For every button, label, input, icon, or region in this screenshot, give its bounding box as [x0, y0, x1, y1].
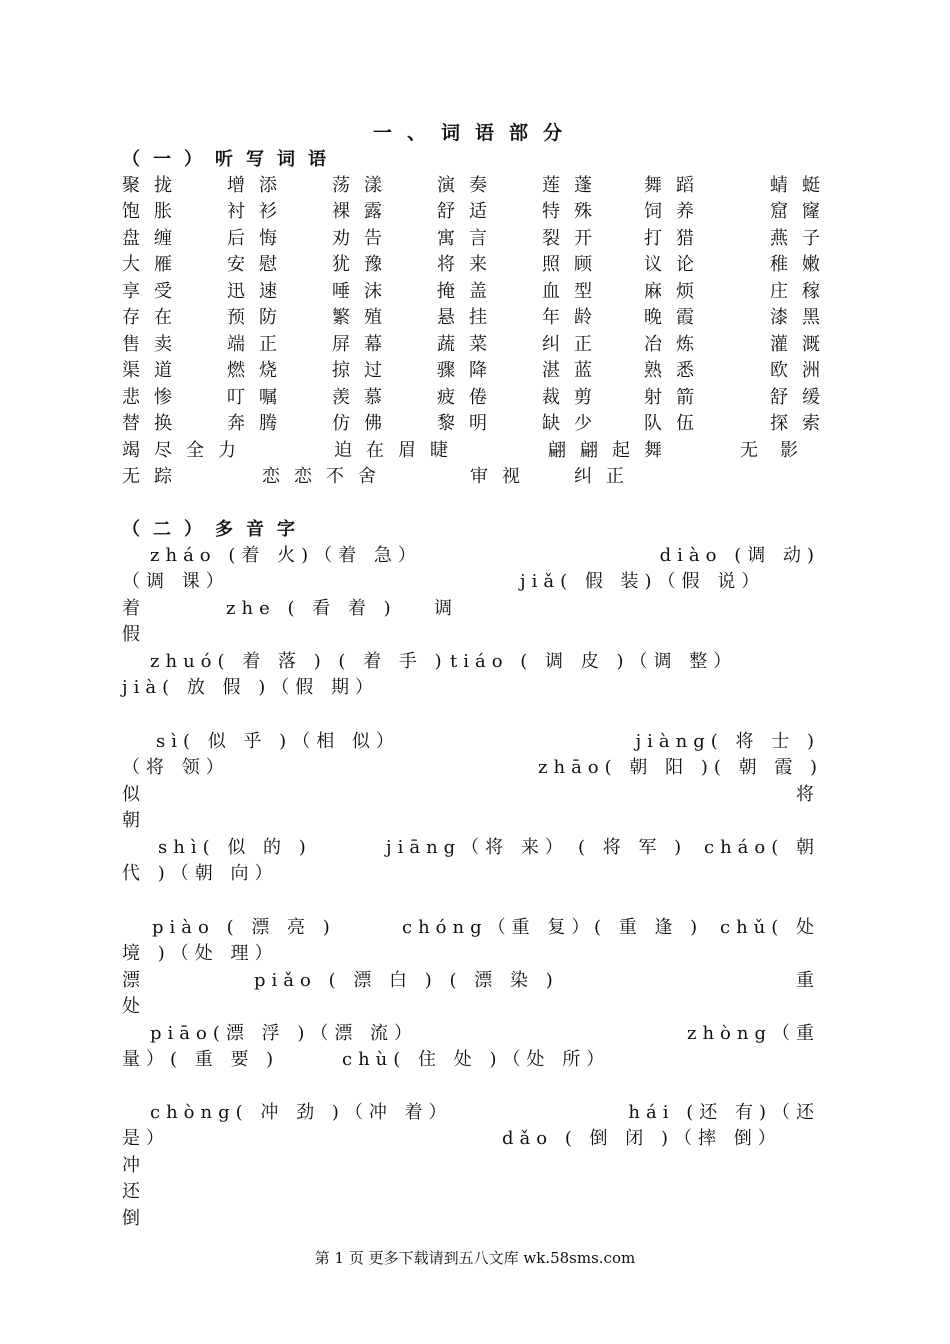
dictation-word: 预防	[227, 307, 291, 328]
section-heading-polyphones: （二）多音字	[122, 519, 308, 540]
polyphone-line	[122, 753, 824, 779]
dictation-word: 替换	[122, 413, 186, 434]
polyphone-entry: piǎo ( 漂 白 ) ( 漂 染 )	[254, 970, 559, 991]
polyphone-line	[122, 673, 820, 699]
dictation-word: 燃烧	[227, 360, 291, 381]
polyphone-entry: zhòng（重	[686, 1023, 820, 1044]
dictation-word: 后悔	[227, 228, 291, 249]
polyphone-entry: 冲	[122, 1155, 146, 1176]
word-row	[122, 383, 834, 409]
dictation-word: 唾沫	[332, 281, 396, 302]
dictation-word: 叮嘱	[227, 387, 291, 408]
polyphone-entry: 漂	[122, 970, 146, 991]
dictation-word: 麻烦	[644, 281, 708, 302]
dictation-word: 饱胀	[122, 201, 186, 222]
dictation-word: 欧洲	[770, 360, 834, 381]
dictation-word: 大雁	[122, 254, 186, 275]
polyphone-entry: hái (还 有)（还	[628, 1102, 820, 1123]
polyphone-entry: jiǎ( 假 装)（假 说）	[520, 571, 766, 592]
dictation-word: 蔬菜	[437, 334, 501, 355]
polyphone-entry: jiàng( 将 士 )	[635, 731, 820, 752]
word-row	[122, 409, 834, 435]
polyphone-entry: 重	[796, 970, 820, 991]
dictation-word: 莲蓬	[542, 175, 606, 196]
dictation-word: 寓言	[437, 228, 501, 249]
polyphone-entry: cháo( 朝	[704, 837, 820, 858]
polyphone-entry: chǔ( 处	[719, 917, 820, 938]
polyphone-entry: 着	[122, 598, 146, 619]
dictation-word: 审视	[470, 466, 534, 487]
word-row	[122, 462, 820, 488]
polyphone-entry: 朝	[122, 810, 146, 831]
polyphone-line	[122, 1019, 820, 1045]
polyphone-line	[122, 833, 820, 859]
polyphone-line	[122, 620, 820, 646]
dictation-word: 掠过	[332, 360, 396, 381]
dictation-word: 打猎	[644, 228, 708, 249]
dictation-word: 演奏	[437, 175, 501, 196]
polyphone-entry: jià( 放 假 )（假 期）	[122, 677, 380, 698]
polyphone-entry: dǎo ( 倒 闭 )（摔 倒）	[502, 1128, 782, 1149]
dictation-word: 荡漾	[332, 175, 396, 196]
polyphone-entry: diào (调 动)	[659, 545, 820, 566]
polyphone-entry: chù( 住 处 )（处 所）	[342, 1049, 611, 1070]
polyphone-line	[122, 647, 820, 673]
polyphone-line	[122, 1045, 820, 1071]
dictation-word: 裁剪	[542, 387, 606, 408]
dictation-word: 照顾	[542, 254, 606, 275]
dictation-word: 舒缓	[770, 387, 834, 408]
word-row	[122, 330, 834, 356]
dictation-word: 迅速	[227, 281, 291, 302]
polyphone-line	[122, 727, 820, 753]
dictation-word: 裂开	[542, 228, 606, 249]
polyphone-line	[122, 1204, 820, 1230]
polyphone-entry: （调 课）	[122, 571, 230, 592]
polyphone-line	[122, 1151, 820, 1177]
dictation-word: 窟窿	[770, 201, 834, 222]
dictation-word: 奔腾	[227, 413, 291, 434]
polyphone-entry: zháo (着 火)（着 急）	[150, 545, 422, 566]
polyphone-entry: 代 )（朝 向）	[122, 863, 279, 884]
dictation-word: 端正	[227, 334, 291, 355]
polyphone-entry: 假	[122, 624, 146, 645]
dictation-word: 衬衫	[227, 201, 291, 222]
word-row	[122, 197, 834, 223]
dictation-word: 悬挂	[437, 307, 501, 328]
dictation-word: 渠道	[122, 360, 186, 381]
dictation-word: 燕子	[770, 228, 834, 249]
dictation-word: 射箭	[644, 387, 708, 408]
polyphone-entry: shì( 似 的 )	[158, 837, 312, 858]
page-title: 一、词语部分	[372, 122, 577, 144]
polyphone-entry: chóng（重 复）	[402, 917, 596, 938]
polyphone-entry: 调	[434, 598, 458, 619]
dictation-word: 冶炼	[644, 334, 708, 355]
polyphone-entry: （将 领）	[122, 757, 230, 778]
dictation-word: 缺少	[542, 413, 606, 434]
dictation-word: 裸露	[332, 201, 396, 222]
dictation-word: 将来	[437, 254, 501, 275]
word-row	[122, 171, 834, 197]
dictation-word: 竭尽全力	[122, 440, 250, 461]
dictation-word: 漆黑	[770, 307, 834, 328]
dictation-word: 熟悉	[644, 360, 708, 381]
dictation-word: 骤降	[437, 360, 501, 381]
dictation-word: 增添	[227, 175, 291, 196]
polyphone-entry: piào ( 漂 亮 )	[152, 917, 336, 938]
polyphone-entry: chòng( 冲 劲 )（冲 着）	[150, 1102, 453, 1123]
page-footer: 第 1 页 更多下载请到五八文库 wk.58sms.com	[314, 1249, 636, 1267]
dictation-word: 舞蹈	[644, 175, 708, 196]
polyphone-entry: zhāo( 朝 阳 )( 朝 霞 )	[538, 757, 824, 778]
polyphone-entry: zhe ( 看 着 )	[226, 598, 397, 619]
polyphone-line	[122, 806, 820, 832]
polyphone-entry: ( 将 军 )	[578, 837, 688, 858]
dictation-word: 享受	[122, 281, 186, 302]
polyphone-line	[122, 594, 820, 620]
polyphone-line	[122, 1177, 820, 1203]
dictation-word: 庄稼	[770, 281, 834, 302]
dictation-word: 队伍	[644, 413, 708, 434]
dictation-word: 纠正	[542, 334, 606, 355]
dictation-word: 犹豫	[332, 254, 396, 275]
dictation-word: 饲养	[644, 201, 708, 222]
dictation-word: 屏幕	[332, 334, 396, 355]
polyphone-entry: sì( 似 乎 )（相 似）	[156, 731, 400, 752]
dictation-word: 黎明	[437, 413, 501, 434]
dictation-word: 羡慕	[332, 387, 396, 408]
dictation-word: 灌溉	[770, 334, 834, 355]
dictation-word: 掩盖	[437, 281, 501, 302]
polyphone-line	[122, 567, 820, 593]
polyphone-line	[122, 1124, 820, 1150]
word-row	[122, 303, 834, 329]
dictation-word: 聚拢	[122, 175, 186, 196]
polyphone-line	[122, 859, 820, 885]
dictation-word: 存在	[122, 307, 186, 328]
dictation-word: 安慰	[227, 254, 291, 275]
dictation-word: 迫在眉睫	[334, 440, 462, 461]
polyphone-entry: 倒	[122, 1208, 146, 1229]
word-row	[122, 250, 834, 276]
dictation-word: 悲惨	[122, 387, 186, 408]
dictation-word: 蜻蜓	[770, 175, 834, 196]
word-row	[122, 277, 834, 303]
dictation-word: 稚嫩	[770, 254, 834, 275]
polyphone-entry: 似	[122, 784, 146, 805]
dictation-word: 特殊	[542, 201, 606, 222]
polyphone-line	[122, 541, 820, 567]
polyphone-line	[122, 939, 820, 965]
polyphone-line	[122, 1098, 820, 1124]
polyphone-entry: ( 重 逢 )	[594, 917, 704, 938]
polyphone-entry: 还	[122, 1181, 146, 1202]
polyphone-line	[122, 780, 820, 806]
dictation-word: 翩翩起舞	[548, 440, 676, 461]
polyphone-entry: 处	[122, 996, 146, 1017]
polyphone-line	[122, 913, 820, 939]
polyphone-line	[122, 992, 820, 1018]
dictation-word: 无影	[740, 440, 820, 461]
polyphone-line	[122, 966, 820, 992]
dictation-word: 年龄	[542, 307, 606, 328]
dictation-word: 纠正	[574, 466, 638, 487]
dictation-word: 舒适	[437, 201, 501, 222]
dictation-word: 晚霞	[644, 307, 708, 328]
dictation-word: 盘缠	[122, 228, 186, 249]
polyphone-entry: tiáo ( 调 皮 )（调 整）	[450, 651, 738, 672]
dictation-word: 售卖	[122, 334, 186, 355]
word-row	[122, 436, 820, 462]
polyphone-entry: jiāng（将 来）	[386, 837, 569, 858]
dictation-word: 繁殖	[332, 307, 396, 328]
dictation-word: 劝告	[332, 228, 396, 249]
word-row	[122, 224, 834, 250]
polyphone-entry: 将	[796, 784, 820, 805]
dictation-word: 血型	[542, 281, 606, 302]
polyphone-entry: zhuó( 着 落 ) ( 着 手 )	[150, 651, 448, 672]
dictation-word: 议论	[644, 254, 708, 275]
dictation-word: 恋恋不舍	[262, 466, 390, 487]
dictation-word: 疲倦	[437, 387, 501, 408]
dictation-word: 探索	[770, 413, 834, 434]
word-row	[122, 356, 834, 382]
polyphone-entry: 境 )（处 理）	[122, 943, 279, 964]
polyphone-entry: 是）	[122, 1128, 170, 1149]
dictation-word: 无踪	[122, 466, 186, 487]
section-heading-dictation: （一）听写词语	[122, 149, 339, 170]
polyphone-entry: 量）( 重 要 )	[122, 1049, 280, 1070]
dictation-word: 仿佛	[332, 413, 396, 434]
dictation-word: 湛蓝	[542, 360, 606, 381]
polyphone-entry: piāo(漂 浮 )（漂 流）	[150, 1023, 419, 1044]
